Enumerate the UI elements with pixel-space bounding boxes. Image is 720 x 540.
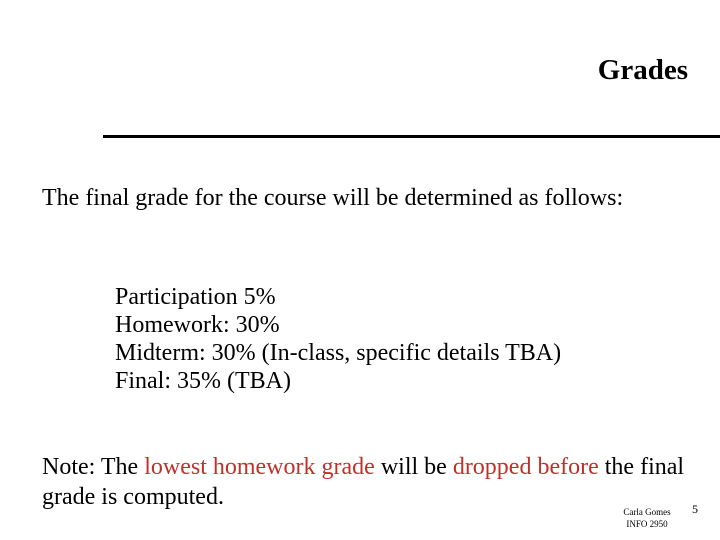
page-number: 5 — [692, 502, 698, 516]
breakdown-item-participation: Participation 5% — [115, 284, 276, 310]
grade-breakdown-list — [115, 283, 675, 395]
note-text — [42, 452, 702, 512]
intro-text: The final grade for the course will be determined as follows: — [42, 185, 624, 211]
note-part-2: will be — [374, 454, 453, 480]
footer-credit — [621, 506, 673, 530]
note-highlight-lowest-homework: lowest homework grade — [144, 454, 375, 480]
title-divider — [103, 135, 720, 138]
breakdown-item-final: Final: 35% (TBA) — [115, 368, 291, 394]
note-part-3: the final grade is computed. — [42, 454, 685, 510]
footer-author: Carla Gomes — [623, 507, 671, 517]
note-part-1: Note: The — [42, 454, 145, 480]
note-highlight-dropped-before: dropped before — [452, 454, 599, 480]
slide-title: Grades — [597, 54, 688, 86]
breakdown-item-homework: Homework: 30% — [115, 312, 280, 338]
breakdown-item-midterm: Midterm: 30% (In-class, specific details TBA) — [115, 340, 562, 366]
footer-course: INFO 2950 — [626, 519, 668, 529]
